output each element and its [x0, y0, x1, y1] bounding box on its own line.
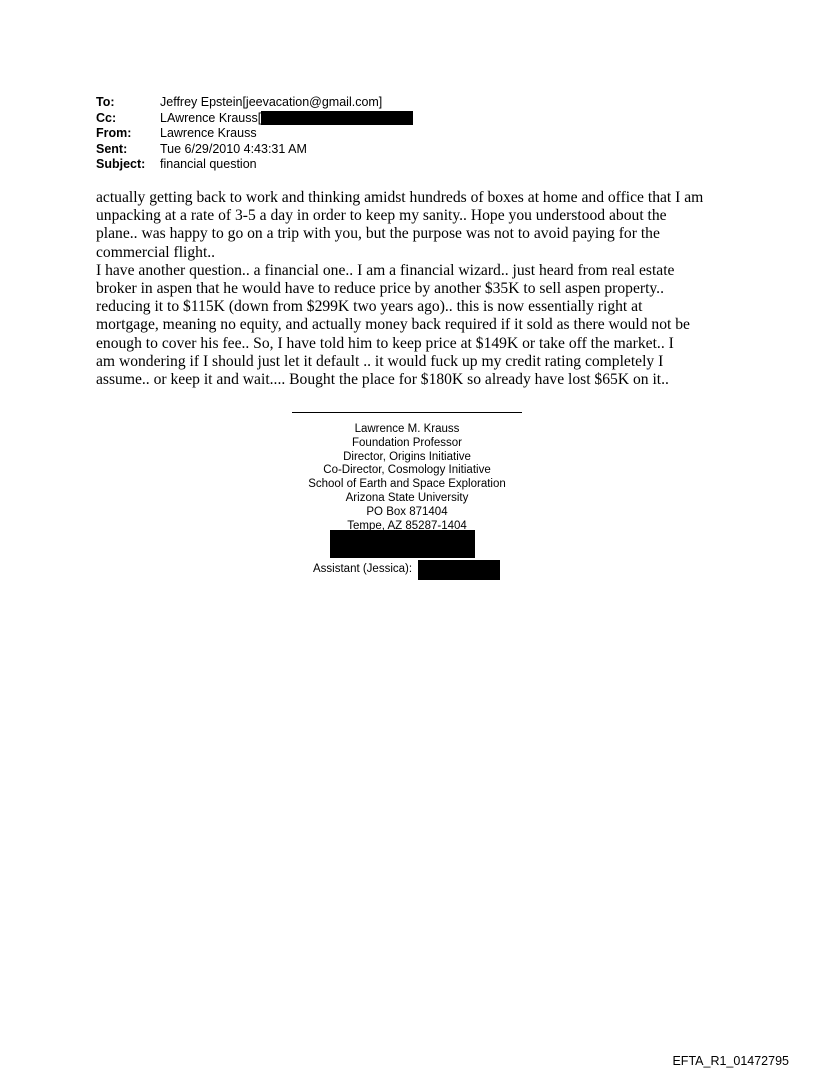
cc-row: [96, 111, 413, 127]
signature-divider: [292, 412, 522, 423]
from-label: From:: [96, 126, 132, 140]
to-value: Jeffrey Epstein[jeevacation@gmail.com]: [160, 95, 383, 109]
signature-university: Arizona State University: [345, 491, 469, 504]
body-line: reducing it to $115K (down from $299K two years ago).. this is now essentially right at: [96, 298, 643, 316]
cc-label: Cc:: [96, 110, 117, 125]
cc-value-wrap: [160, 111, 413, 127]
from-value: Lawrence Krauss: [160, 126, 257, 140]
assistant-redaction: [418, 560, 500, 580]
signature-name: Lawrence M. Krauss: [354, 423, 460, 435]
subject-value: financial question: [160, 157, 257, 171]
document-id: EFTA_R1_01472795: [672, 1054, 789, 1068]
body-line: broker in aspen that he would have to reduce price by another $35K to sell aspen property..: [96, 280, 664, 298]
signature-redaction: [330, 530, 475, 558]
body-line: mortgage, meaning no equity, and actually money back required if it sold as there would not be: [96, 316, 690, 334]
signature-pobox: PO Box 871404: [366, 505, 448, 518]
body-line: unpacking at a rate of 3-5 a day in order to keep my sanity.. Hope you understood about the: [96, 207, 667, 225]
body-line: actually getting back to work and thinking amidst hundreds of boxes at home and office that I am: [96, 189, 704, 206]
signature-block: [290, 412, 524, 580]
to-label: To:: [96, 95, 115, 109]
signature-title: Director, Origins Initiative: [343, 450, 471, 463]
signature-city: Tempe, AZ 85287-1404: [347, 519, 467, 532]
body-line: commercial flight..: [96, 243, 216, 261]
assistant-row: [313, 560, 524, 580]
email-body: [96, 189, 736, 389]
email-header: [96, 95, 413, 173]
body-line: plane.. was happy to go on a trip with you, but the purpose was not to avoid paying for the: [96, 225, 660, 243]
sent-row: [96, 142, 413, 158]
body-line: assume.. or keep it and wait.... Bought the place for $180K so already have lost $65K on it..: [96, 371, 669, 389]
body-line: I have another question.. a financial one.. I am a financial wizard.. just heard from real estate: [96, 261, 675, 279]
signature-school: School of Earth and Space Exploration: [308, 478, 506, 491]
body-line: enough to cover his fee.. So, I have told him to keep price at $149K or take off the market.. I: [96, 334, 674, 352]
cc-value: LAwrence Krauss[: [160, 110, 262, 125]
cc-redaction: [261, 111, 413, 125]
body-line: am wondering if I should just let it default .. it would fuck up my credit rating completely I: [96, 352, 664, 370]
subject-label: Subject:: [96, 157, 146, 171]
assistant-label: Assistant (Jessica):: [313, 563, 413, 576]
sent-label: Sent:: [96, 141, 128, 156]
signature-title: Co-Director, Cosmology Initiative: [323, 464, 491, 477]
sent-value: Tue 6/29/2010 4:43:31 AM: [160, 141, 307, 156]
subject-row: [96, 157, 413, 173]
signature-title: Foundation Professor: [352, 436, 462, 449]
from-row: [96, 126, 413, 142]
to-row: [96, 95, 413, 111]
